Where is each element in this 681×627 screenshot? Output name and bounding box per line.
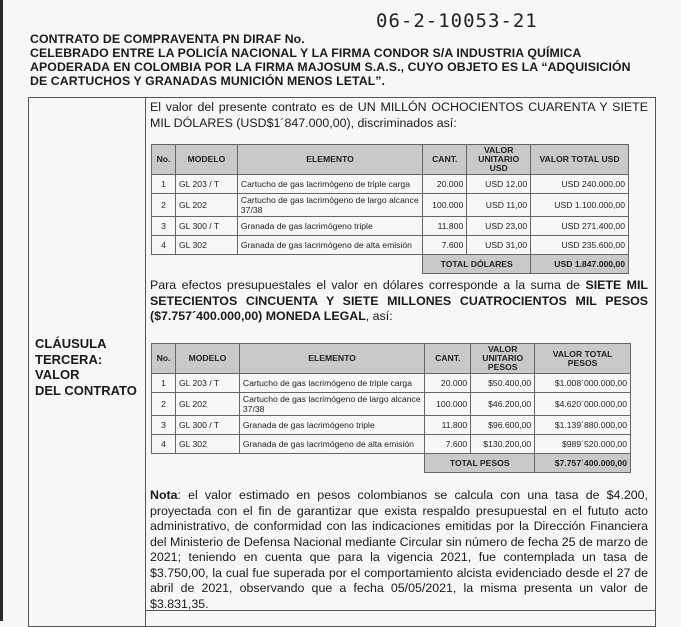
cell-qty: 11.800: [425, 416, 471, 435]
cell-total-value: USD 271.400,00: [531, 217, 629, 236]
cell-no: 1: [152, 175, 176, 194]
cell-no: 1: [152, 374, 176, 393]
cop-breakdown-table: [151, 343, 631, 473]
cell-element: Granada de gas lacrimógeno triple: [237, 217, 422, 236]
clause-label-cell: [29, 98, 146, 626]
note-text: : el valor estimado en pesos colombianos se calcula con una tasa de $4.200, proyectada con el fin de garantizar que exista respaldo presupuestal en el fututo acto administrativo, de conformidad con las indicaciones emitidas por la Dirección Financiera del Ministerio de Defensa Nacional mediante Circular sin número de fecha 25 de marzo de 2021; teniendo en cuenta que para la vigencia 2021, fue contemplada un tasa de $3.750,00, la cual fue superada por el comportamiento alcista evidenciado desde el 27 de abril de 2021, observando que a fecha 05/05/2021, la misma presenta un valor de $3.831,35.: [150, 488, 648, 611]
col-header-total-value: VALOR TOTAL USD: [531, 145, 629, 175]
row-divider: [146, 610, 655, 611]
cell-unit-value: $46.200,00: [471, 393, 535, 416]
cell-element: Granada de gas lacrimógeno de alta emisión: [239, 435, 424, 454]
cell-total-value: $1.008´000.000,00: [535, 374, 631, 393]
cell-qty: 7.600: [423, 236, 467, 255]
contract-number: 06-2-10053-21: [376, 10, 538, 32]
note-paragraph: [150, 488, 648, 612]
col-header-no: No.: [152, 344, 176, 374]
cell-unit-value: USD 12,00: [467, 175, 531, 194]
cell-total-value: $4.620´000.000,00: [535, 393, 631, 416]
page-edge: [0, 0, 3, 621]
cell-qty: 20.000: [423, 175, 467, 194]
table-header-row: [152, 145, 629, 175]
cell-unit-value: USD 31,00: [467, 236, 531, 255]
col-header-total-value: VALOR TOTAL PESOS: [535, 344, 631, 374]
budget-paragraph-suffix: , así:: [365, 309, 393, 323]
col-header-model: MODELO: [175, 344, 239, 374]
total-value: $7.757´400.000,00: [535, 454, 631, 473]
cell-total-value: USD 1.100.000,00: [531, 194, 629, 217]
col-header-unit-value: VALOR UNITARIO USD: [467, 145, 531, 175]
table-row: [152, 217, 629, 236]
cell-model: GL 302: [175, 236, 237, 255]
cell-unit-value: $96.600,00: [471, 416, 535, 435]
title-line-4: DE CARTUCHOS Y GRANADAS MUNICIÓN MENOS LETAL”.: [30, 74, 386, 88]
table-row: [152, 194, 629, 217]
title-line-2: CELEBRADO ENTRE LA POLICÍA NACIONAL Y LA FIRMA CONDOR S/A INDUSTRIA QUÍMICA: [30, 46, 582, 60]
cell-unit-value: $130.200,00: [471, 435, 535, 454]
cell-model: GL 300 / T: [175, 416, 239, 435]
col-header-qty: CANT.: [423, 145, 467, 175]
cell-qty: 11.800: [423, 217, 467, 236]
usd-breakdown-table: [151, 144, 629, 274]
table-row: [152, 393, 631, 416]
table-row: [152, 435, 631, 454]
total-row: [152, 255, 629, 274]
cell-element: Cartucho de gas lacrimógeno de largo alcance 37/38: [237, 194, 422, 217]
cell-qty: 100.000: [425, 393, 471, 416]
total-label: TOTAL PESOS: [425, 454, 535, 473]
cell-total-value: $1.139´880.000,00: [535, 416, 631, 435]
title-line-1: CONTRATO DE COMPRAVENTA PN DIRAF No.: [30, 32, 305, 46]
cell-element: Cartucho de gas lacrimógeno de triple carga: [237, 175, 422, 194]
cell-unit-value: USD 11,00: [467, 194, 531, 217]
total-label: TOTAL DÓLARES: [423, 255, 531, 274]
cell-element: Cartucho de gas lacrimógeno de triple carga: [239, 374, 424, 393]
cell-model: GL 302: [175, 435, 239, 454]
table-row: [152, 236, 629, 255]
cell-no: 3: [152, 217, 176, 236]
title-line-3: APODERADA EN COLOMBIA POR LA FIRMA MAJOSUM S.A.S., CUYO OBJETO ES LA “ADQUISICIÓN: [30, 60, 631, 74]
note-label: Nota: [150, 488, 178, 502]
clause-label-line-3: DEL CONTRATO: [35, 382, 137, 398]
cell-total-value: USD 235.600,00: [531, 236, 629, 255]
cell-no: 3: [152, 416, 176, 435]
cell-element: Cartucho de gas lacrimógeno de largo alcance 37/38: [239, 393, 424, 416]
col-header-element: ELEMENTO: [239, 344, 424, 374]
col-header-qty: CANT.: [425, 344, 471, 374]
cell-unit-value: $50.400,00: [471, 374, 535, 393]
col-header-unit-value: VALOR UNITARIO PESOS: [471, 344, 535, 374]
cell-no: 2: [152, 194, 176, 217]
budget-paragraph: [150, 278, 648, 325]
cell-model: GL 203 / T: [175, 374, 239, 393]
contract-value-paragraph: El valor del presente contrato es de UN MILLÓN OCHOCIENTOS CUARENTA Y SIETE MIL DÓLARES (USD$1´847.000,00), discriminados así:: [150, 100, 648, 130]
cell-no: 2: [152, 393, 176, 416]
cell-no: 4: [152, 236, 176, 255]
clause-label-line-1: CLÁUSULA: [35, 336, 107, 351]
clause-table: [28, 97, 656, 627]
total-row: [152, 454, 631, 473]
total-value: USD 1.847.000,00: [531, 255, 629, 274]
budget-amount-words: SIETE MIL SETECIENTOS CINCUENTA Y SIETE MILLONES CUATROCIENTOS MIL PESOS ($7.757´400.000,00) MONEDA LEGAL: [150, 278, 648, 323]
col-header-no: No.: [152, 145, 176, 175]
cell-qty: 7.600: [425, 435, 471, 454]
cell-element: Granada de gas lacrimógeno triple: [239, 416, 424, 435]
cell-total-value: USD 240.000,00: [531, 175, 629, 194]
cell-model: GL 203 / T: [175, 175, 237, 194]
cell-total-value: $989´520.000,00: [535, 435, 631, 454]
table-header-row: [152, 344, 631, 374]
budget-paragraph-prefix: Para efectos presupuestales el valor en dólares corresponde a la suma de: [150, 278, 586, 292]
clause-label: [35, 336, 145, 398]
table-row: [152, 374, 631, 393]
col-header-model: MODELO: [175, 145, 237, 175]
table-row: [152, 416, 631, 435]
cell-qty: 100.000: [423, 194, 467, 217]
cell-model: GL 300 / T: [175, 217, 237, 236]
table-row: [152, 175, 629, 194]
cell-model: GL 202: [175, 194, 237, 217]
cell-qty: 20.000: [425, 374, 471, 393]
cell-unit-value: USD 23,00: [467, 217, 531, 236]
cell-model: GL 202: [175, 393, 239, 416]
cell-element: Granada de gas lacrimógeno de alta emisión: [237, 236, 422, 255]
contract-title: [30, 32, 650, 88]
clause-content-cell: [146, 98, 655, 626]
cell-no: 4: [152, 435, 176, 454]
clause-label-line-2: TERCERA: VALOR: [35, 351, 103, 382]
col-header-element: ELEMENTO: [237, 145, 422, 175]
